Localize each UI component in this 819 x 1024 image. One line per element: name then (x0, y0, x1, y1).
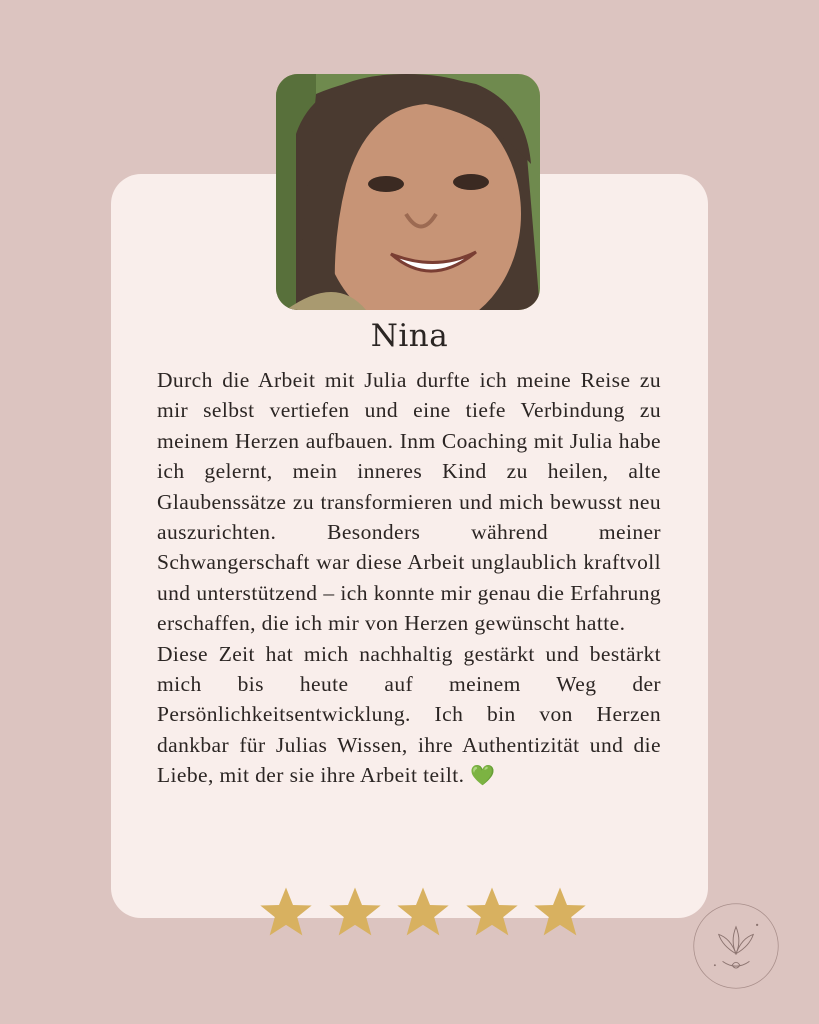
star-icon (532, 884, 588, 954)
person-name: Nina (370, 318, 449, 354)
star-icon (327, 884, 383, 954)
star-rating (258, 884, 588, 954)
star-icon (464, 884, 520, 954)
testimonial-paragraph-2 (157, 639, 661, 792)
star-icon (395, 884, 451, 954)
star-icon (258, 884, 314, 954)
green-heart-icon: 💚 (470, 765, 496, 788)
testimonial-text (157, 365, 661, 792)
brand-logo (688, 898, 784, 994)
testimonial-paragraph-2-text: Diese Zeit hat mich nachhaltig gestärkt und bestärkt mich bis heute auf meinem Weg der Persönlichkeitsentwicklung. Ich bin von Herzen dankbar für Julias Wissen, ihre Authentizität und die Liebe, mit der sie ihre Arbeit teilt. (157, 641, 661, 788)
testimonial-paragraph-1: Durch die Arbeit mit Julia durfte ich meine Reise zu mir selbst vertiefen und eine tiefe Verbindung zu meinem Herzen aufbauen. Inm Coaching mit Julia habe ich gelernt, mein inneres Kind zu heilen, alte Glaubenssätze zu transformieren und mich bewusst neu auszurichten. Besonders während meiner Schwangerschaft war diese Arbeit unglaublich kraftvoll und unterstützend – ich konnte mir genau die Erfahrung erschaffen, die ich mir von Herzen gewünscht hatte. (157, 368, 661, 636)
profile-photo (276, 74, 540, 310)
